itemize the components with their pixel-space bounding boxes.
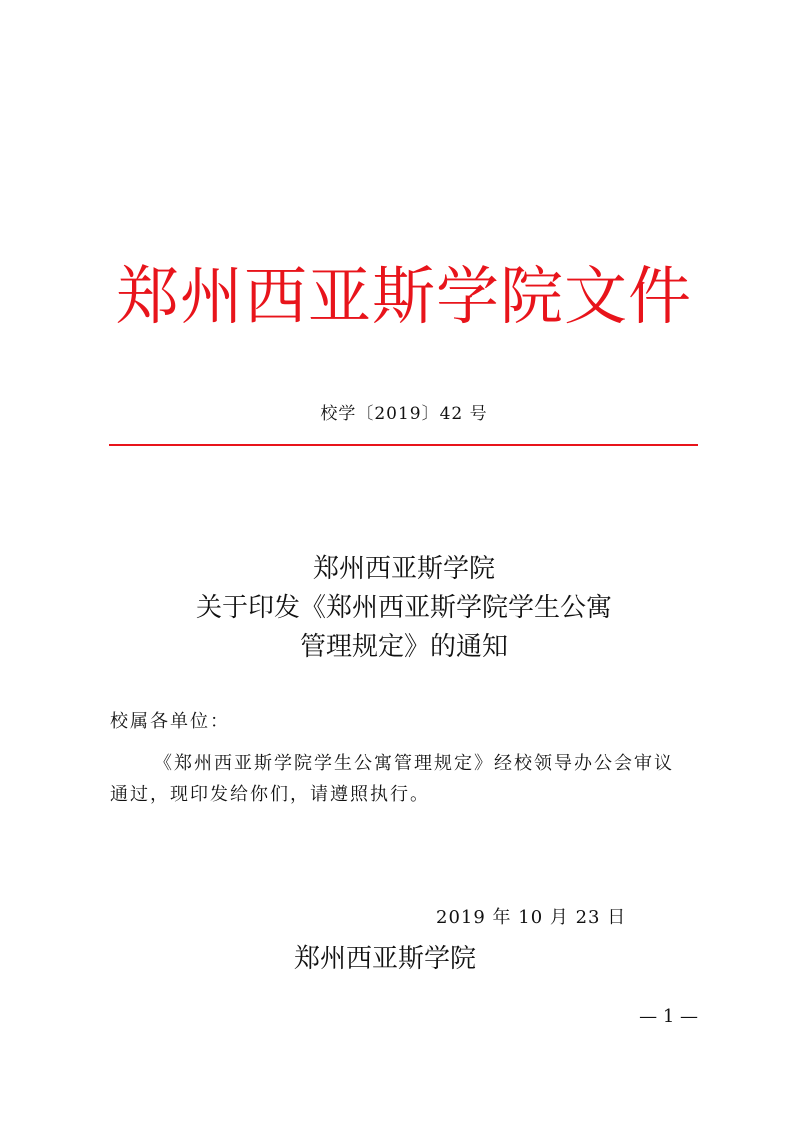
document-masthead: 郑州西亚斯学院文件 — [116, 260, 692, 333]
salutation: 校属各单位： — [110, 711, 230, 732]
red-divider — [109, 444, 698, 446]
notice-title-line-1: 郑州西亚斯学院 — [312, 554, 495, 584]
notice-body — [110, 748, 690, 810]
notice-title-line-2: 关于印发《郑州西亚斯学院学生公寓 — [195, 593, 612, 623]
notice-body-line-1: 《郑州西亚斯学院学生公寓管理规定》经校领导办公会审议 — [154, 753, 674, 774]
notice-title — [110, 550, 698, 667]
page-number: — 1 — — [639, 1006, 698, 1027]
notice-title-line-3: 管理规定》的通知 — [299, 632, 508, 662]
document-number: 校学〔2019〕42 号 — [320, 404, 488, 424]
issue-date: 2019 年 10 月 23 日 — [436, 907, 627, 928]
notice-body-line-2: 通过，现印发给你们，请遵照执行。 — [110, 784, 430, 805]
issuer-signature: 郑州西亚斯学院 — [294, 944, 477, 974]
